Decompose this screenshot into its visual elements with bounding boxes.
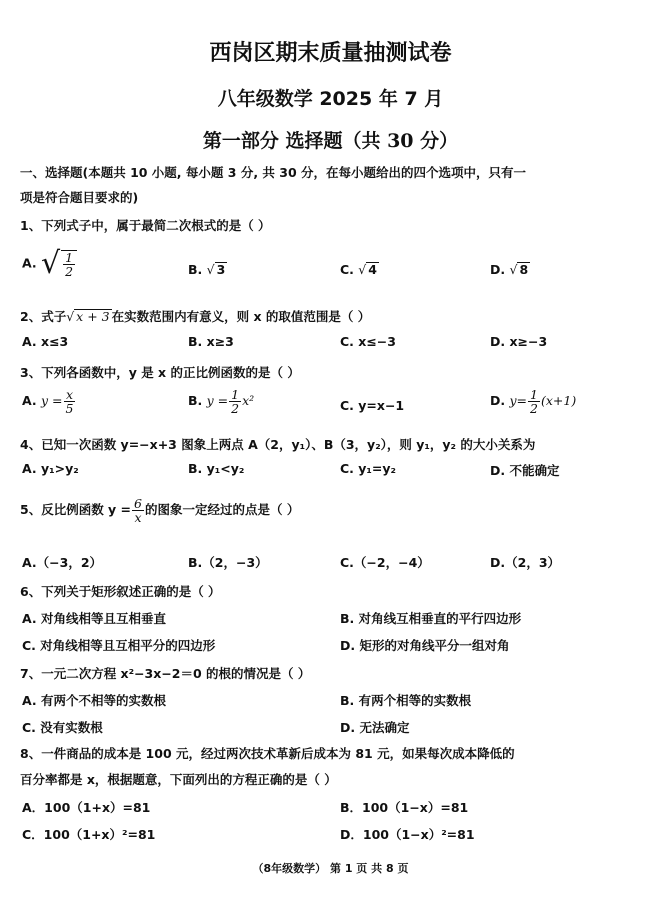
q8-option-a: A．100（1+x）=81 <box>22 800 151 815</box>
section-heading: 第一部分 选择题（共 30 分） <box>202 130 459 152</box>
q2-option-c: C. x≤−3 <box>340 334 396 349</box>
q3-option-a: A. y = $\frac{x}{5}$ <box>22 387 74 417</box>
q7-option-d: D. 无法确定 <box>340 720 410 735</box>
q6-option-a: A. 对角线相等且互相垂直 <box>22 611 167 626</box>
q5-option-d: D.（2，3） <box>490 555 561 570</box>
q6-option-c: C. 对角线相等且互相平分的四边形 <box>22 638 216 653</box>
q4-option-d: D. 不能确定 <box>490 463 560 478</box>
q4-option-b: B. y₁<y₂ <box>188 461 245 476</box>
q3-option-b: B. y = $\frac{1}{2}$ x² <box>188 387 255 417</box>
question-8-stem-line-2: 百分率都是 x，根据题意，下面列出的方程正确的是（ ） <box>20 772 337 787</box>
q2-option-d: D. x≥−3 <box>490 334 548 349</box>
q1-option-a: A. √ $\frac{1}{2}$ <box>22 249 78 279</box>
question-2-stem: 2、式子√ x + 3 在实数范围内有意义，则 x 的取值范围是（ ） <box>20 309 371 324</box>
q4-option-c: C. y₁=y₂ <box>340 461 396 476</box>
instructions-line-2: 项是符合题目要求的) <box>20 190 139 205</box>
q6-option-b: B. 对角线互相垂直的平行四边形 <box>340 611 522 626</box>
q8-option-d: D．100（1−x）²=81 <box>340 827 475 842</box>
q7-option-b: B. 有两个相等的实数根 <box>340 693 472 708</box>
q2-option-b: B. x≥3 <box>188 334 234 349</box>
q2-option-a: A. x≤3 <box>22 334 69 349</box>
question-6-stem: 6、下列关于矩形叙述正确的是（ ） <box>20 584 221 599</box>
question-7-stem: 7、一元二次方程 x²−3x−2＝0 的根的情况是（ ） <box>20 666 311 681</box>
question-4-stem: 4、已知一次函数 y=−x+3 图象上两点 A（2，y₁）、B（3，y₂），则 y₁，y₂ 的大小关系为 <box>20 437 536 452</box>
q3-option-d: D. y= $\frac{1}{2}$ (x+1) <box>490 387 577 417</box>
page-footer: （8年级数学） 第 1 页 共 8 页 <box>252 862 409 875</box>
q1-option-d: D. √ 8 <box>490 262 529 277</box>
exam-title: 西岗区期末质量抽测试卷 <box>209 40 452 66</box>
exam-subtitle: 八年级数学 2025 年 7 月 <box>217 88 444 110</box>
q5-option-b: B.（2，−3） <box>188 555 268 570</box>
q5-option-c: C.（−2，−4） <box>340 555 430 570</box>
q4-option-a: A. y₁>y₂ <box>22 461 79 476</box>
q3-option-c: C. y=x−1 <box>340 398 405 413</box>
q7-option-c: C. 没有实数根 <box>22 720 103 735</box>
q8-option-c: C．100（1+x）²=81 <box>22 827 156 842</box>
question-1-stem: 1、下列式子中，属于最简二次根式的是（ ） <box>20 218 271 233</box>
q6-option-d: D. 矩形的对角线平分一组对角 <box>340 638 510 653</box>
sqrt-fraction: √ $\frac{1}{2}$ <box>41 249 78 279</box>
q7-option-a: A. 有两个不相等的实数根 <box>22 693 167 708</box>
q1-option-c: C. √ 4 <box>340 262 377 277</box>
q5-option-a: A.（−3，2） <box>22 555 103 570</box>
question-3-stem: 3、下列各函数中，y 是 x 的正比例函数的是（ ） <box>20 365 300 380</box>
instructions-line-1: 一、选择题(本题共 10 小题, 每小题 3 分, 共 30 分，在每小题给出的四个选项中，只有一 <box>20 165 527 180</box>
question-8-stem-line-1: 8、一件商品的成本是 100 元，经过两次技术革新后成本为 81 元，如果每次成本降低的 <box>20 746 515 761</box>
q1-option-b: B. √ 3 <box>188 262 226 277</box>
question-5-stem: 5、反比例函数 y = $\frac{6}{x}$ 的图象一定经过的点是（ ） <box>20 496 300 526</box>
q8-option-b: B．100（1−x）=81 <box>340 800 469 815</box>
